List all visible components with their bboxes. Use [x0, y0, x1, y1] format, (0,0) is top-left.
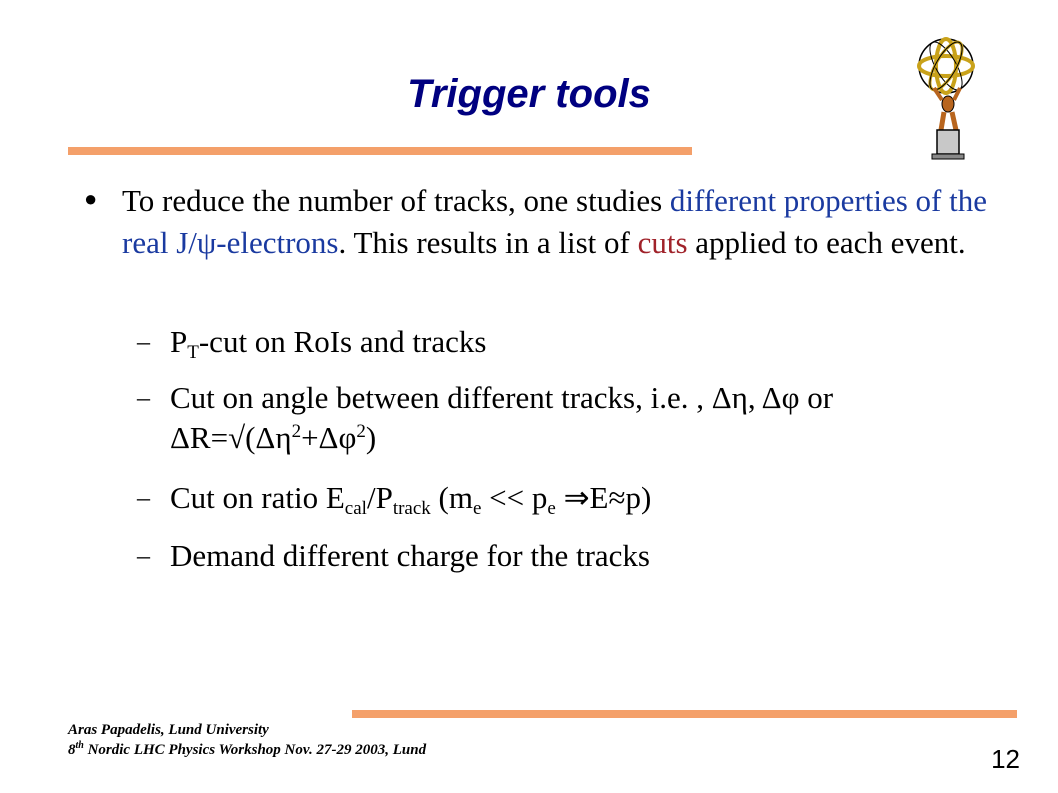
dash-marker: – [137, 383, 150, 412]
sub-bullet-pt-cut: $P_T$-cut on RoIs and tracks [170, 324, 487, 363]
slide-title: Trigger tools [407, 72, 651, 116]
atlas-logo-icon [910, 30, 982, 162]
main-bullet-text: To reduce the number of tracks, one studies different properties of the real J/ψ-electrons. This results in a list of cuts applied to each event. [122, 183, 987, 260]
dash-marker: – [137, 541, 150, 570]
sub-bullet-charge: Demand different charge for the tracks [170, 538, 651, 573]
page-number: 12 [991, 744, 1020, 774]
highlight-red-text: cuts [637, 225, 688, 260]
dash-marker: – [137, 483, 150, 512]
bullet-marker: ● [84, 186, 98, 211]
footer-author: Aras Papadelis, Lund University [68, 722, 269, 738]
dash-marker: – [137, 327, 150, 356]
footer-workshop: 8th Nordic LHC Physics Workshop Nov. 27-29 2003, Lund [68, 740, 427, 758]
title-underline [68, 147, 692, 155]
footer-rule [352, 710, 1017, 718]
sub-bullet-ratio-cut: Cut on ratio $E_{cal}/P_{track}$ ($m_e << p_e$ ⇒E≈p) [170, 480, 652, 519]
sub-bullet-angle-cut: Cut on angle between different tracks, i.e. , Δη, Δφ or $\Delta R=√(\Delta\eta^2+\Delta\varphi^2)$ [170, 380, 834, 455]
highlight-blue-text: different properties of the real J/ψ-electrons [122, 183, 987, 260]
